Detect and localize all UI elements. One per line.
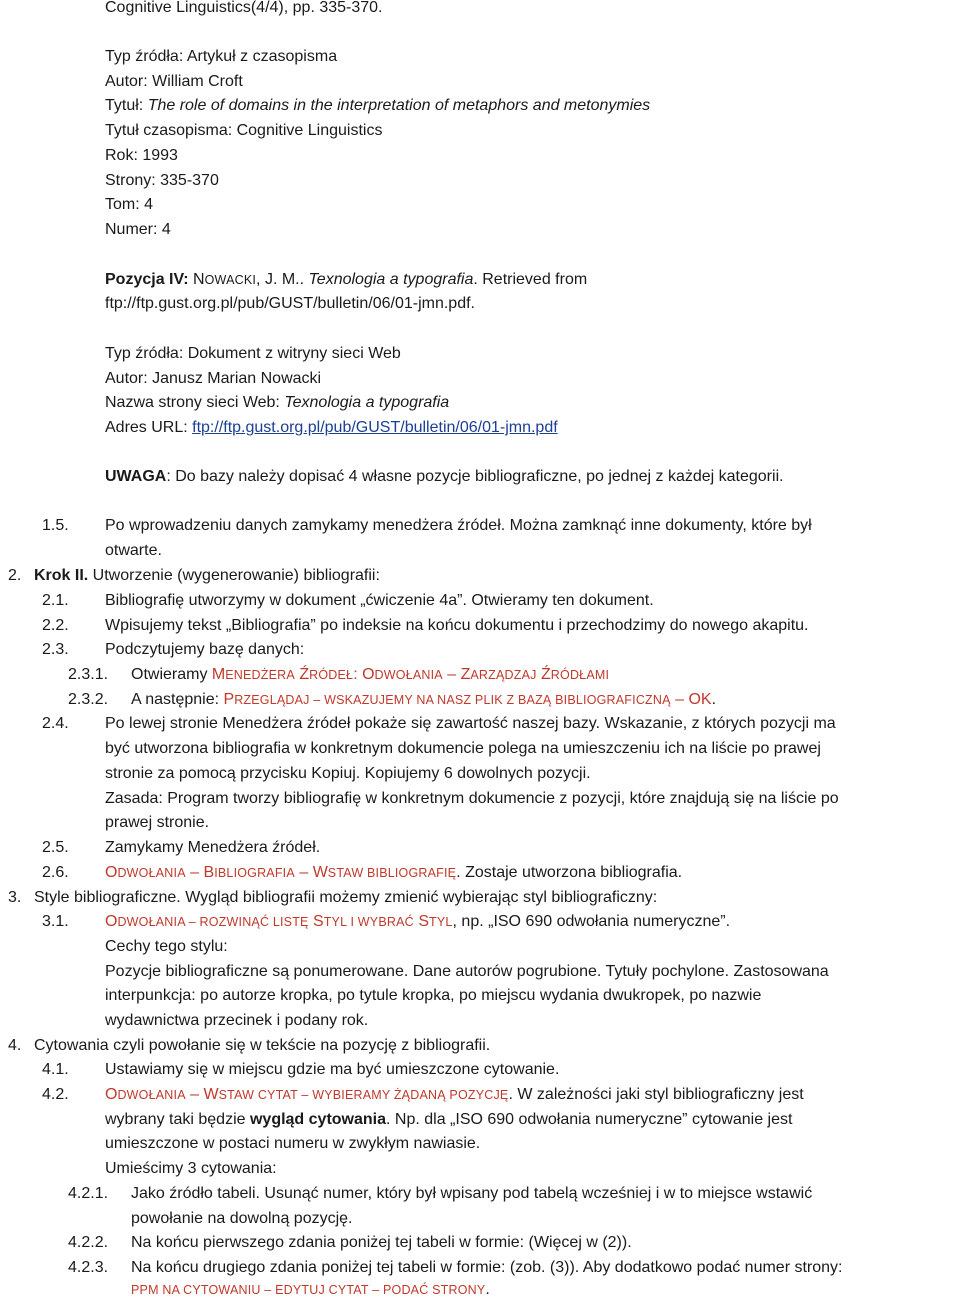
- step-number: 4.: [8, 1037, 22, 1054]
- menu-path: MENEDŻERA ŹRÓDEŁ: ODWOŁANIA – ZARZĄDZAJ ŹRÓDŁAMI: [211, 666, 610, 683]
- source-year: Rok: 1993: [105, 147, 178, 164]
- step-number: 2.2.: [42, 617, 69, 634]
- step-1-5-line2: otwarte.: [105, 542, 162, 559]
- step-number: 2.: [8, 567, 22, 584]
- step-2-4-line4: Zasada: Program tworzy bibliografię w konkretnym dokumencie z pozycji, które znajdują się na liście po: [105, 790, 839, 807]
- step-number: 2.5.: [42, 839, 69, 856]
- step-2-5-text: Zamykamy Menedżera źródeł.: [105, 839, 321, 856]
- step-number: 3.: [8, 889, 22, 906]
- step-2-4-line5: prawej stronie.: [105, 814, 210, 831]
- step-1-5-line1: Po wprowadzeniu danych zamykamy menedżera źródeł. Można zamknąć inne dokumenty, które był: [105, 517, 812, 534]
- web-source-author: Autor: Janusz Marian Nowacki: [105, 370, 322, 387]
- web-site-name: Nazwa strony sieci Web: Texnologia a typografia: [105, 394, 450, 411]
- step-4-2-line3: umieszczone w postaci numeru w zwykłym nawiasie.: [105, 1135, 481, 1152]
- step-number: 4.2.1.: [68, 1185, 109, 1202]
- source-issue: Numer: 4: [105, 221, 171, 238]
- step-4-2-2-text: Na końcu pierwszego zdania poniżej tej tabeli w formie: (Więcej w (2)).: [131, 1234, 632, 1251]
- step-2-1-text: Bibliografię utworzymy w dokument „ćwiczenie 4a”. Otwieramy ten dokument.: [105, 592, 654, 609]
- step-4-2-line2: wybrany taki będzie wygląd cytowania. Np. dla „ISO 690 odwołania numeryczne” cytowanie jest: [105, 1111, 793, 1128]
- menu-path: PRZEGLĄDAJ – WSKAZUJEMY NA NASZ PLIK Z BAZĄ BIBLIOGRAFICZNĄ – OK: [223, 691, 712, 708]
- menu-path: ODWOŁANIA – WSTAW CYTAT – WYBIERAMY ŻĄDANĄ POZYCJĘ: [105, 1086, 509, 1103]
- step-number: 4.2.2.: [68, 1234, 109, 1251]
- step-4-2-text: ODWOŁANIA – WSTAW CYTAT – WYBIERAMY ŻĄDANĄ POZYCJĘ. W zależności jaki styl bibliograficzny jest: [105, 1086, 804, 1103]
- position-iv-heading: Pozycja IV: NOWACKI, J. M.. Texnologia a typografia. Retrieved from: [105, 271, 588, 288]
- step-number: 2.3.1.: [68, 666, 109, 683]
- position-iv-url: ftp://ftp.gust.org.pl/pub/GUST/bulletin/06/01-jmn.pdf.: [105, 295, 475, 312]
- step-4-2-1-line1: Jako źródło tabeli. Usunąć numer, który był wpisany pod tabelą wcześniej i w to miejsce wstawić: [131, 1185, 813, 1202]
- web-source-type: Typ źródła: Dokument z witryny sieci Web: [105, 345, 401, 362]
- step-number: 2.4.: [42, 715, 69, 732]
- step-3-1-text: ODWOŁANIA – ROZWINĄĆ LISTĘ STYL I WYBRAĆ STYL, np. „ISO 690 odwołania numeryczne”.: [105, 913, 731, 930]
- menu-path: ODWOŁANIA – ROZWINĄĆ LISTĘ STYL I WYBRAĆ STYL: [105, 913, 453, 930]
- step-4-heading: Cytowania czyli powołanie się w tekście na pozycję z bibliografii.: [34, 1037, 491, 1054]
- reference-continuation: Cognitive Linguistics(4/4), pp. 335-370.: [105, 0, 383, 16]
- step-3-1-line4: interpunkcja: po autorze kropka, po tytule kropka, po miejscu wydania dwukropek, po nazwie: [105, 987, 762, 1004]
- step-number: 4.2.3.: [68, 1259, 109, 1276]
- step-number: 4.2.: [42, 1086, 69, 1103]
- source-title: Tytuł: The role of domains in the interpretation of metaphors and metonymies: [105, 97, 651, 114]
- step-2-3-1-text: Otwieramy MENEDŻERA ŹRÓDEŁ: ODWOŁANIA – ZARZĄDZAJ ŹRÓDŁAMI: [131, 666, 610, 683]
- step-number: 2.1.: [42, 592, 69, 609]
- step-4-2-1-line2: powołanie na dowolną pozycję.: [131, 1210, 353, 1227]
- step-2-4-line1: Po lewej stronie Menedżera źródeł pokaże się zawartość naszej bazy. Wskazanie, z których pozycji ma: [105, 715, 836, 732]
- source-pages: Strony: 335-370: [105, 172, 219, 189]
- step-3-1-line2: Cechy tego stylu:: [105, 938, 228, 955]
- step-number: 1.5.: [42, 517, 69, 534]
- menu-path: ODWOŁANIA – BIBLIOGRAFIA – WSTAW BIBLIOGRAFIĘ: [105, 864, 457, 881]
- note-uwaga: UWAGA: Do bazy należy dopisać 4 własne pozycje bibliograficzne, po jednej z każdej kategorii.: [105, 468, 784, 485]
- step-4-2-line4: Umieścimy 3 cytowania:: [105, 1160, 277, 1177]
- step-2-4-line3: stronie za pomocą przycisku Kopiuj. Kopiujemy 6 dowolnych pozycji.: [105, 765, 591, 782]
- step-number: 2.3.: [42, 641, 69, 658]
- step-3-heading: Style bibliograficzne. Wygląd bibliografii możemy zmienić wybierając styl bibliograficzny:: [34, 889, 658, 906]
- step-2-3-2-text: A następnie: PRZEGLĄDAJ – WSKAZUJEMY NA NASZ PLIK Z BAZĄ BIBLIOGRAFICZNĄ – OK.: [131, 691, 717, 708]
- step-number: 3.1.: [42, 913, 69, 930]
- step-4-2-3-line2: PPM NA CYTOWANIU – EDYTUJ CYTAT – PODAĆ STRONY.: [131, 1281, 490, 1298]
- step-2-6-text: ODWOŁANIA – BIBLIOGRAFIA – WSTAW BIBLIOGRAFIĘ. Zostaje utworzona bibliografia.: [105, 864, 683, 881]
- step-2-heading: Krok II. Utworzenie (wygenerowanie) bibliografii:: [34, 567, 380, 584]
- source-journal: Tytuł czasopisma: Cognitive Linguistics: [105, 122, 383, 139]
- source-volume: Tom: 4: [105, 196, 154, 213]
- source-type: Typ źródła: Artykuł z czasopisma: [105, 48, 338, 65]
- step-2-4-line2: być utworzona bibliografia w konkretnym dokumencie polega na umieszczeniu ich na liście po prawej: [105, 740, 821, 757]
- step-number: 2.6.: [42, 864, 69, 881]
- step-4-1-text: Ustawiamy się w miejscu gdzie ma być umieszczone cytowanie.: [105, 1061, 560, 1078]
- menu-path: PPM NA CYTOWANIU – EDYTUJ CYTAT – PODAĆ STRONY: [131, 1283, 486, 1297]
- step-number: 4.1.: [42, 1061, 69, 1078]
- step-3-1-line3: Pozycje bibliograficzne są ponumerowane. Dane autorów pogrubione. Tytuły pochylone. Zastosowana: [105, 963, 829, 980]
- web-url-link[interactable]: ftp://ftp.gust.org.pl/pub/GUST/bulletin/06/01-jmn.pdf: [192, 419, 558, 436]
- step-4-2-3-line1: Na końcu drugiego zdania poniżej tej tabeli w formie: (zob. (3)). Aby dodatkowo podać numer strony:: [131, 1259, 843, 1276]
- web-url-line: Adres URL: ftp://ftp.gust.org.pl/pub/GUST/bulletin/06/01-jmn.pdf: [105, 419, 558, 436]
- source-author: Autor: William Croft: [105, 73, 243, 90]
- step-2-3-text: Podczytujemy bazę danych:: [105, 641, 305, 658]
- step-number: 2.3.2.: [68, 691, 109, 708]
- step-2-2-text: Wpisujemy tekst „Bibliografia” po indeksie na końcu dokumentu i przechodzimy do nowego akapitu.: [105, 617, 809, 634]
- step-3-1-line5: wydawnictwa przecinek i podany rok.: [105, 1012, 369, 1029]
